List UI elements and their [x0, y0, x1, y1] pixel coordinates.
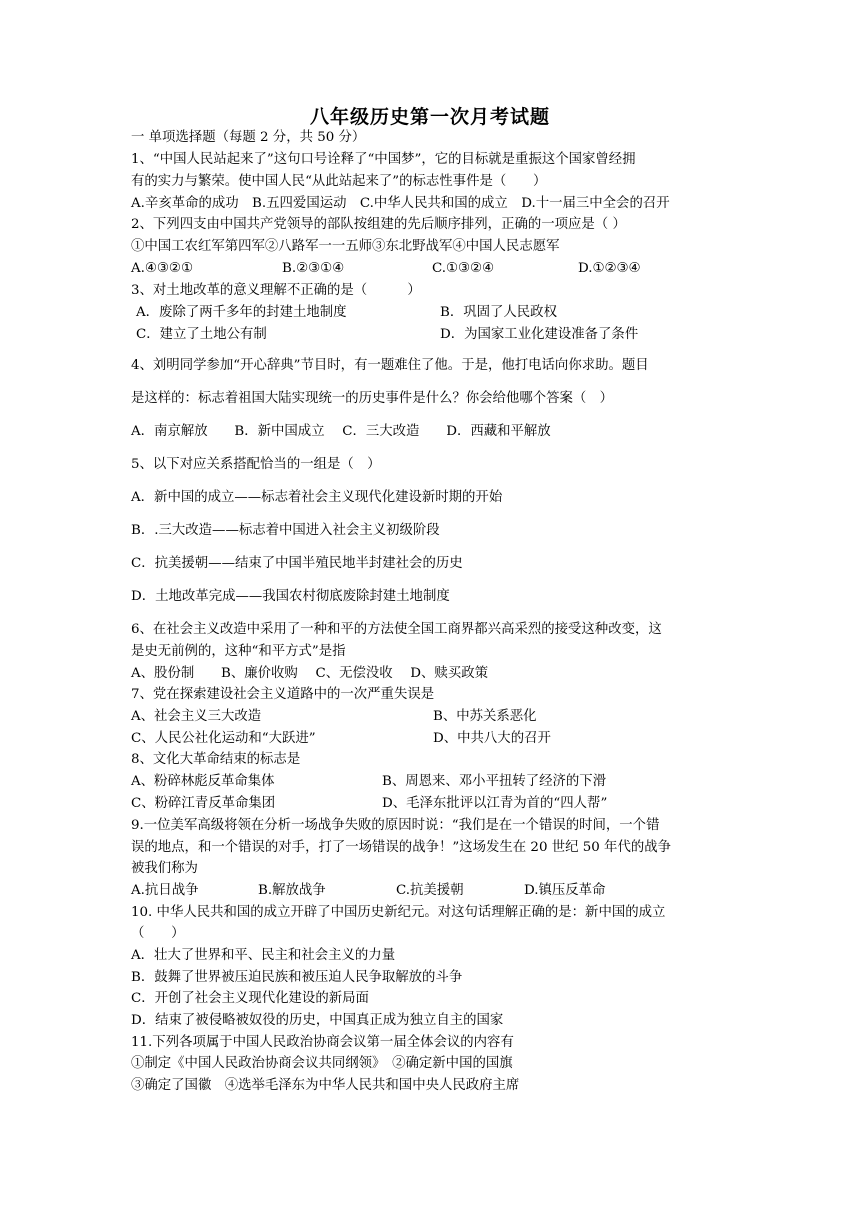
- question-8-stem: 8、文化大革命结束的标志是: [131, 752, 301, 767]
- question-5-stem: 5、以下对应关系搭配恰当的一组是（ ）: [131, 457, 381, 472]
- question-2-option-d: D.①②③④: [578, 261, 641, 276]
- question-9-stem-line-1: 9.一位美军高级将领在分析一场战争失败的原因时说：“我们是在一个错误的时间，一个错: [131, 818, 660, 833]
- question-9-option-a: A.抗日战争: [131, 883, 199, 898]
- question-3-stem: 3、对土地改革的意义理解不正确的是（ ）: [131, 283, 421, 298]
- question-3-option-b: B．巩固了人民政权: [440, 305, 557, 320]
- question-4-stem-line-2: 是这样的：标志着祖国大陆实现统一的历史事件是什么？你会给他哪个答案（ ）: [131, 391, 614, 406]
- page-title: 八年级历史第一次月考试题: [309, 106, 550, 128]
- question-10-option-c: C．开创了社会主义现代化建设的新局面: [131, 991, 369, 1006]
- question-9-option-b: B.解放战争: [258, 883, 326, 898]
- question-3-option-a: A．废除了两千多年的封建土地制度: [136, 305, 347, 320]
- question-5-option-d: D．土地改革完成——我国农村彻底废除封建土地制度: [131, 589, 450, 604]
- section-heading: 一 单项选择题（每题 2 分，共 50 分）: [131, 130, 366, 145]
- question-10-stem-line-2: （ ）: [131, 926, 185, 941]
- question-3-option-c: C．建立了土地公有制: [136, 327, 267, 342]
- question-2-option-c: C.①③②④: [432, 261, 495, 276]
- question-9-stem-line-2: 误的地点，和一个错误的对手，打了一场错误的战争！”这场发生在 20 世纪 50 年代的战争: [131, 840, 672, 855]
- question-11-items-line-2: ③确定了国徽 ④选举毛泽东为中华人民共和国中央人民政府主席: [131, 1078, 520, 1093]
- question-9-option-c: C.抗美援朝: [396, 883, 464, 898]
- question-6-options: A、股份制 B、廉价收购 C、无偿没收 D、赎买政策: [131, 666, 488, 681]
- question-3-option-d: D．为国家工业化建设准备了条件: [440, 327, 639, 342]
- question-4-stem-line-1: 4、刘明同学参加“开心辞典”节目时，有一题难住了他。于是，他打电话向你求助。题目: [131, 358, 649, 373]
- question-2-stem: 2、下列四支由中国共产党领导的部队按组建的先后顺序排列，正确的一项应是（ ）: [131, 217, 626, 232]
- question-1-options: A.辛亥革命的成功 B.五四爱国运动 C.中华人民共和国的成立 D.十一届三中全会的召开: [131, 196, 670, 211]
- question-2-option-b: B.②③①④: [282, 261, 345, 276]
- question-5-option-b: B．.三大改造——标志着中国进入社会主义初级阶段: [131, 523, 440, 538]
- question-11-stem: 11.下列各项属于中国人民政治协商会议第一届全体会议的内容有: [131, 1035, 514, 1050]
- question-2-option-a: A.④③②①: [131, 261, 193, 276]
- question-5-option-c: C．抗美援朝——结束了中国半殖民地半封建社会的历史: [131, 556, 463, 571]
- question-2-items: ①中国工农红军第四军②八路军一一五师③东北野战军④中国人民志愿军: [131, 239, 560, 254]
- question-9-stem-line-3: 被我们称为: [131, 861, 198, 876]
- question-8-option-d: D、毛泽东批评以江青为首的“四人帮”: [382, 796, 608, 811]
- question-8-option-c: C、粉碎江青反革命集团: [131, 796, 276, 811]
- question-10-option-b: B．鼓舞了世界被压迫民族和被压迫人民争取解放的斗争: [131, 970, 463, 985]
- question-7-option-a: A、社会主义三大改造: [131, 709, 262, 724]
- question-8-option-a: A、粉碎林彪反革命集体: [131, 774, 275, 789]
- question-8-option-b: B、周恩来、邓小平扭转了经济的下滑: [382, 774, 607, 789]
- question-7-option-b: B、中苏关系恶化: [433, 709, 537, 724]
- question-10-stem-line-1: 10. 中华人民共和国的成立开辟了中国历史新纪元。对这句话理解正确的是：新中国的成立: [131, 905, 666, 920]
- question-7-option-c: C、人民公社化运动和“大跃进”: [131, 731, 316, 746]
- question-11-items-line-1: ①制定《中国人民政治协商会议共同纲领》 ②确定新中国的国旗: [131, 1056, 513, 1071]
- question-7-stem: 7、党在探索建设社会主义道路中的一次严重失误是: [131, 687, 435, 702]
- question-6-stem-line-2: 是史无前例的，这种“和平方式”是指: [131, 644, 346, 659]
- question-1-stem-line-1: 1、“中国人民站起来了”这句口号诠释了“中国梦”，它的目标就是重振这个国家曾经拥: [131, 152, 636, 167]
- question-10-option-d: D．结束了被侵略被奴役的历史，中国真正成为独立自主的国家: [131, 1013, 504, 1028]
- question-4-options: A．南京解放 B．新中国成立 C．三大改造 D．西藏和平解放: [131, 424, 551, 439]
- question-9-option-d: D.镇压反革命: [524, 883, 606, 898]
- question-5-option-a: A．新中国的成立——标志着社会主义现代化建设新时期的开始: [131, 490, 503, 505]
- question-7-option-d: D、中共八大的召开: [433, 731, 551, 746]
- question-1-stem-line-2: 有的实力与繁荣。使中国人民“从此站起来了”的标志性事件是（ ）: [131, 174, 547, 189]
- question-6-stem-line-1: 6、在社会主义改造中采用了一种和平的方法使全国工商界都兴高采烈的接受这种改变，这: [131, 622, 662, 637]
- question-10-option-a: A．壮大了世界和平、民主和社会主义的力量: [131, 948, 396, 963]
